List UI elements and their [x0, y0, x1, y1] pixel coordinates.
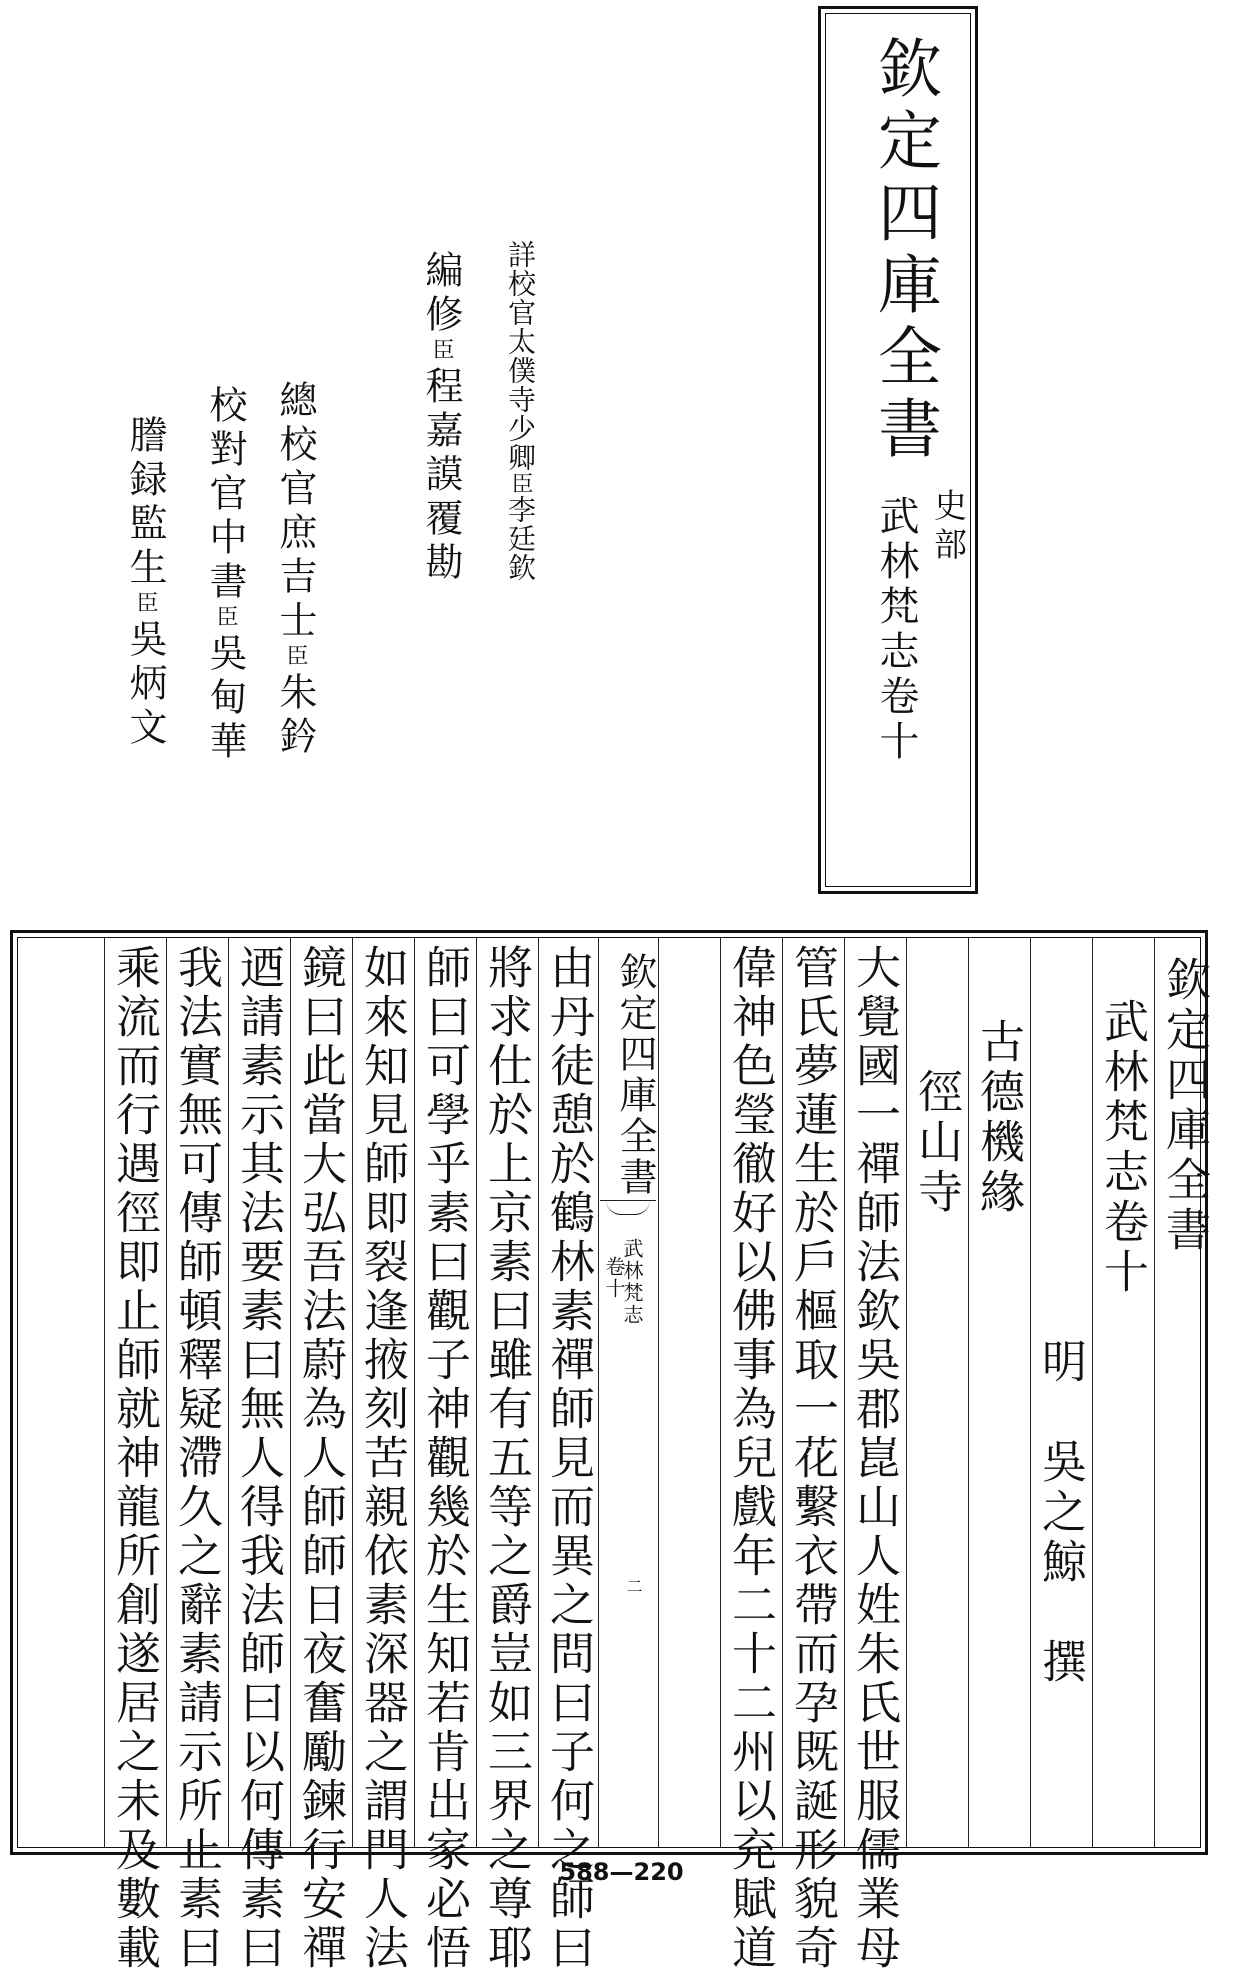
credit-proofreader	[198, 385, 253, 765]
text-line: 大覺國一禪師法欽吳郡崑山人姓朱氏世服儒業母	[848, 944, 901, 1973]
column-rule	[166, 938, 167, 1847]
text-line: 鏡曰此當大弘吾法蔚為人師師日夜奮勵鍊行安禪	[294, 944, 347, 1973]
credit-rank: 臣	[213, 605, 238, 633]
fish-tail	[606, 1200, 650, 1215]
text-line: 迺請素示其法要素曰無人得我法師曰以何傳素曰	[232, 944, 285, 1973]
text-line: 我法實無可傳師頓釋疑滯久之辭素請示所止素曰	[170, 944, 223, 1973]
column-rule	[720, 938, 721, 1847]
text-line: 乘流而行遇徑即止師就神龍所創遂居之未及數載	[108, 944, 161, 1973]
center-margin	[598, 938, 658, 1847]
cover-title: 欽定四庫全書	[867, 35, 941, 467]
credit-editor	[414, 250, 469, 586]
text-line: 將求仕於上京素曰雖有五等之爵豈如三界之尊耶	[480, 944, 533, 1973]
column-rule	[1092, 938, 1093, 1847]
column-rule	[906, 938, 907, 1847]
section-heading: 古德機緣	[972, 1018, 1025, 1218]
credit-name: 李廷欽	[504, 495, 537, 582]
column-rule	[352, 938, 353, 1847]
credit-name: 朱鈐	[273, 672, 317, 760]
page-number: 588—220	[559, 1858, 684, 1886]
author-line	[1034, 1338, 1087, 1688]
text-volume-title: 武林梵志卷十	[1096, 998, 1149, 1298]
column-rule	[782, 938, 783, 1847]
column-rule	[1030, 938, 1031, 1847]
credit-rank: 臣	[508, 472, 533, 495]
column-rule	[844, 938, 845, 1847]
text-collection-title: 欽定四庫全書	[1158, 956, 1211, 1256]
margin-book: 武林梵志	[620, 1238, 644, 1326]
credit-role: 校對官中書	[203, 385, 247, 605]
margin-leaf: 二	[624, 1578, 643, 1594]
book-volume: 武林梵志卷十	[873, 495, 919, 765]
column-rule	[968, 938, 969, 1847]
column-rule	[414, 938, 415, 1847]
credit-detailed-collator	[500, 240, 540, 582]
credit-name: 吳甸華	[203, 633, 247, 765]
author-dynasty: 明	[1034, 1338, 1087, 1388]
margin-volume: 卷十	[602, 1256, 626, 1300]
column-rule	[290, 938, 291, 1847]
column-rule	[228, 938, 229, 1847]
margin-collection: 欽定四庫全書	[613, 952, 657, 1198]
text-line: 偉神色瑩徹好以佛事為兒戲年二十二州以充賦道	[724, 944, 777, 1973]
credit-chief-collator	[268, 380, 323, 760]
text-line: 管氏夢蓮生於戶樞取一花繫衣帶而孕既誕形貌奇	[786, 944, 839, 1973]
credit-role: 編修	[419, 250, 463, 338]
author-name: 吳之鯨	[1034, 1438, 1087, 1588]
book-section: 史部	[929, 488, 968, 566]
credit-role: 詳校官太僕寺少卿	[504, 240, 537, 472]
column-rule	[476, 938, 477, 1847]
text-line: 由丹徒憩於鶴林素禪師見而異之問曰子何之師曰	[542, 944, 595, 1973]
credit-rank: 臣	[283, 644, 308, 672]
credit-rank: 臣	[429, 338, 454, 366]
credit-name: 程嘉謨覆勘	[419, 366, 463, 586]
temple-heading: 徑山寺	[910, 1068, 963, 1218]
credit-rank: 臣	[133, 591, 158, 619]
column-rule	[1154, 938, 1155, 1847]
credit-role: 謄録監生	[123, 415, 167, 591]
credit-name: 吳炳文	[123, 619, 167, 751]
author-role: 撰	[1034, 1638, 1087, 1688]
credit-copyist	[118, 415, 173, 751]
column-rule	[104, 938, 105, 1847]
text-line: 如來知見師即裂逢掖刻苦親依素深器之謂門人法	[356, 944, 409, 1973]
text-line: 師曰可學乎素曰觀子神觀幾於生知若肯出家必悟	[418, 944, 471, 1973]
column-rule	[538, 938, 539, 1847]
credit-role: 總校官庶吉士	[273, 380, 317, 644]
